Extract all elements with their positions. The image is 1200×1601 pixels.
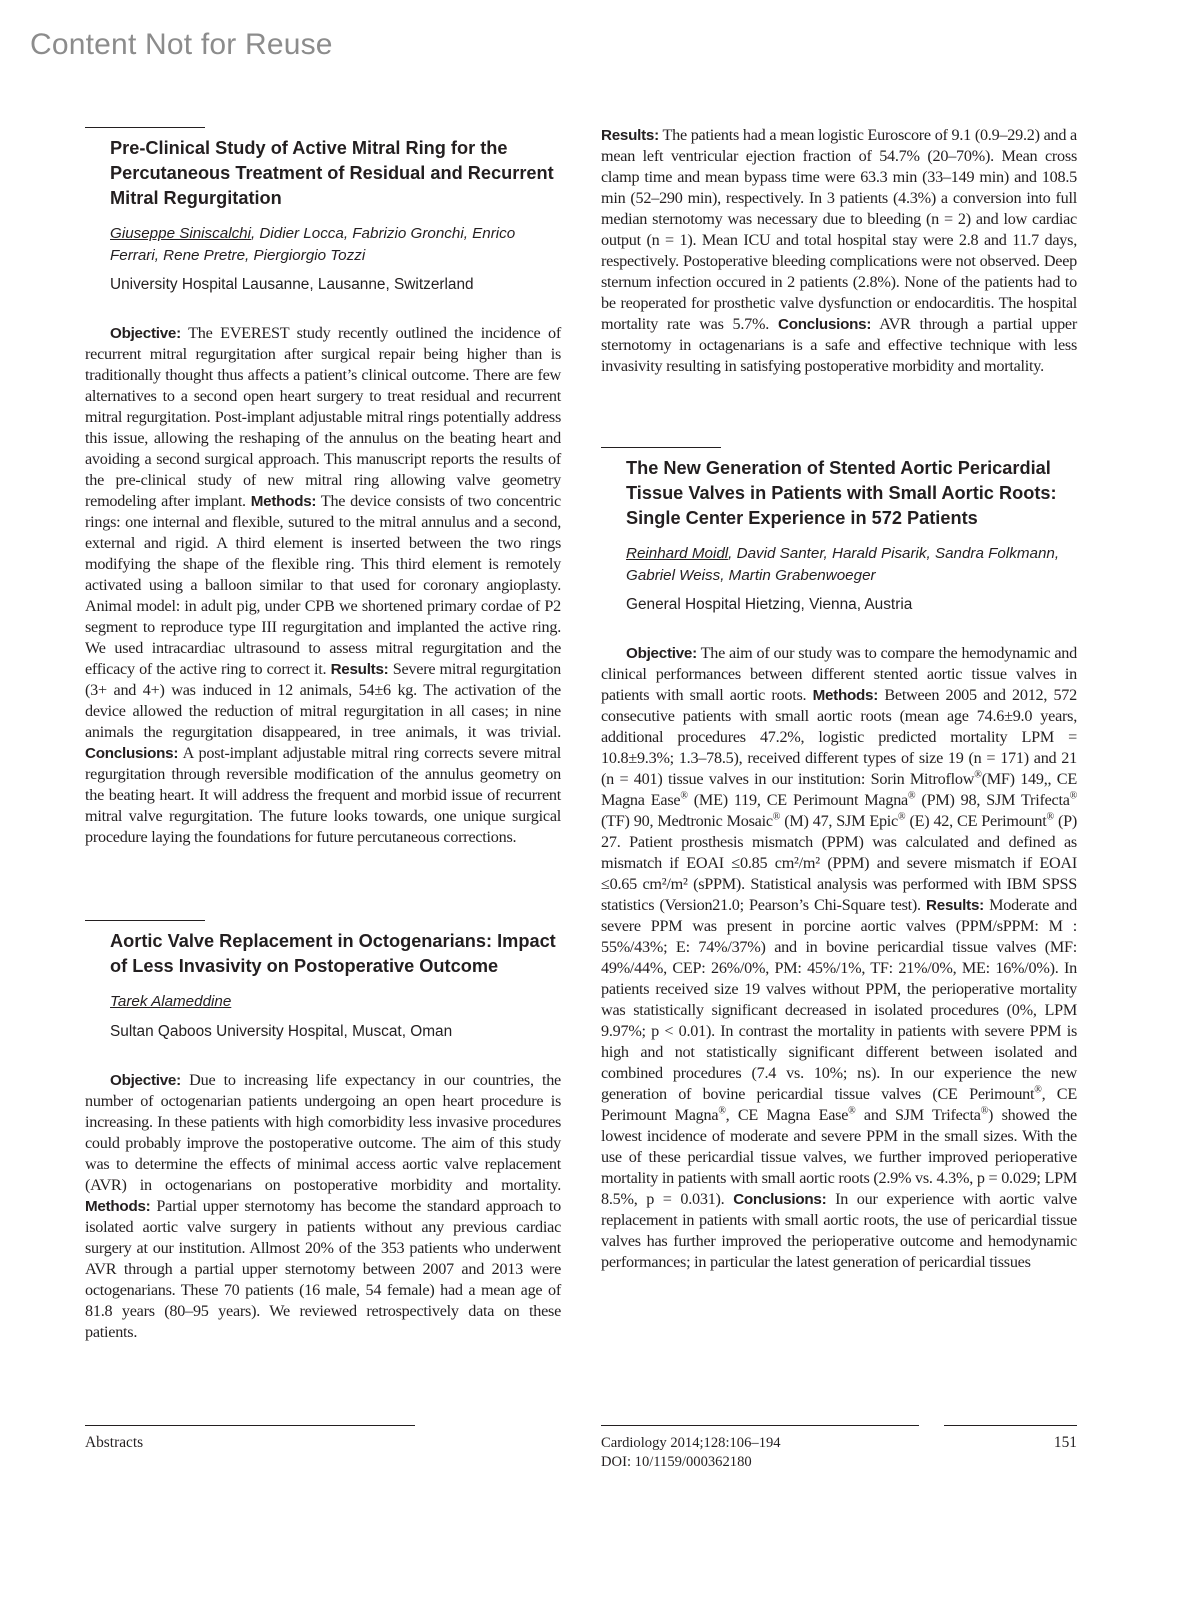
results-label: Results: — [330, 661, 389, 678]
conclusions-text: AVR through a partial upper sternotomy in octagenarians is a safe and effective technique with less invasivity resulting in satisfying postoperative morbidity and mortality. — [601, 315, 1077, 375]
methods-text: Partial upper sternotomy has become the standard approach to isolated aortic valve surgery in patients without any previous cardiac surgery at our institution. Allmost 20% of the 353 patients who underwent AVR through a partial upper sternotomy between 2007 and 2013 were octogenarians. These 70 patients (16 male, 54 female) had a mean age of 81.8 years (80–95 years). We reviewed retrospectively data on these patients. — [85, 1196, 561, 1341]
abstract-3-header — [601, 456, 1077, 615]
registered-mark: ® — [1034, 1084, 1042, 1096]
objective-label: Objective: — [626, 645, 697, 662]
author-list — [110, 991, 561, 1013]
results-text: ) showed the lowest incidence of moderate and severe PPM in the small sizes. With the use of these pericardial tissue valves, we further improved perioperative mortality in patients with small aortic roots (2.9% vs. 4.3%, p = 0.029; LPM 8.5%, p = 0.031). — [601, 1106, 1077, 1208]
abstract-body — [85, 1070, 561, 1343]
abstract-1-header — [85, 136, 561, 295]
registered-mark: ® — [974, 769, 982, 781]
left-column — [85, 127, 561, 1343]
objective-text: The aim of our study was to compare the hemodynamic and clinical performances between different stented aortic tissue valves in patients with small aortic roots. — [601, 644, 1077, 704]
registered-mark: ® — [718, 1105, 726, 1117]
methods-label: Methods: — [250, 493, 317, 510]
footer-rule — [85, 1425, 415, 1426]
results-text: Moderate and severe PPM was present in porcine aortic valves (PPM/sPPM: M : 55%/43%; E: 74%/37%) and in bovine pericardial tissue valves (MF: 49%/44%, CEP: 26%/0%, PM: 45%/1%, TF: 21%/0%, ME: 16%/0%). In patients received size 19 valves without PPM, the perioperative mortality was statistically significant decreased in isolated procedures (0%, LPM 9.97%; p < 0.01). In contrast the mortality in patients with severe PPM is high and not statistically significant different between isolated and combined procedures (7.4 vs. 10%; ns). In our experience the new generation of bovine pericardial tissue valves (CE Perimount — [601, 896, 1077, 1103]
author-list — [626, 543, 1077, 586]
conclusions-text: In our experience with aortic valve replacement in patients with small aortic roots, the use of pericardial tissue valves has further improved the perioperative outcome and hemodynamic performances; in particular the latest generation of pericardial tissues — [601, 1190, 1077, 1271]
presenting-author: Tarek Alameddine — [110, 993, 232, 1010]
methods-text: Between 2005 and 2012, 572 consecutive patients with small aortic roots (mean age 74.6±9.0 years, additional procedures 47.2%, logistic predicted mortality LPM = 10.8±9.3%; 1.3–78.5), received different types of size 19 (n = 171) and 21 (n = 401) tissue valves in our institution: Sorin Mitroflow — [601, 686, 1077, 788]
results-text: , CE Magna Ease — [725, 1106, 849, 1124]
objective-text: The EVEREST study recently outlined the incidence of recurrent mitral regurgitation after surgical repair being higher than is traditionally thought thus affects a patient’s clinical outcome. There are few alternatives to a second open heart surgery to treat residual and recurrent mitral regurgitation. Post-implant adjustable mitral rings potentially address this issue, allowing the reshaping of the annulus on the beating heart and avoiding a second surgical approach. This manuscript reports the results of the pre-clinical study of new mitral ring allowing valve geometry remodeling after implant. — [85, 324, 561, 510]
section-rule — [601, 447, 721, 448]
objective-text: Due to increasing life expectancy in our countries, the number of octogenarian patients undergoing an open heart procedure is increasing. In these patients with high comorbidity less invasive procedures could probably improve the postoperative outcome. The aim of this study was to determine the effects of minimal access aortic valve replacement (AVR) in octogenarians on postoperative morbidity and mortality. — [85, 1070, 561, 1194]
results-label: Results: — [601, 127, 659, 144]
registered-mark: ® — [907, 790, 916, 802]
registered-mark: ® — [980, 1105, 989, 1117]
methods-label: Methods: — [85, 1197, 151, 1215]
conclusions-text: A post-implant adjustable mitral ring corrects severe mitral regurgitation through reversible modification of the annulus geometry on the beating heart. It will address the frequent and morbid issue of recurrent mitral valve regurgitation. The future looks towards, one unique surgical procedure laying the foundations for future percutaneous corrections. — [85, 744, 561, 846]
footer-doi: DOI: 10/1159/000362180 — [601, 1454, 752, 1470]
objective-label: Objective: — [110, 1071, 181, 1089]
abstract-title: Pre-Clinical Study of Active Mitral Ring for the Percutaneous Treatment of Residual and Recurrent Mitral Regurgitation — [110, 138, 554, 208]
methods-text: (E) 42, CE Perimount — [905, 812, 1047, 830]
abstract-title: The New Generation of Stented Aortic Pericardial Tissue Valves in Patients with Small Aortic Roots: Single Center Experience in 572 Patients — [626, 458, 1057, 528]
results-text: , CE Perimount Magna — [601, 1085, 1077, 1124]
coauthors: , Didier Locca, Fabrizio Gronchi, Enrico Ferrari, Rene Pretre, Piergiorgio Tozzi — [110, 225, 516, 264]
registered-mark: ® — [772, 811, 781, 823]
methods-text: (MF) 149,, CE Magna Ease — [601, 770, 1077, 809]
page-number: 151 — [1053, 1434, 1077, 1451]
results-text: The patients had a mean logistic Euroscore of 9.1 (0.9–29.2) and a mean left ventricular ejection fraction of 54.7% (20–70%). Mean cross clamp time and mean bypass time were 63.3 min (33–149 min) and 108.5 min (52–290 min), respectively. In 3 patients (4.3%) a conversion into full median sternotomy was necessary due to bleeding (n = 2) and low cardiac output (n = 1). Mean ICU and total hospital stay were 2.8 and 11.7 days, respectively. Postoperative bleeding complications were not observed. Deep sternum infection occured in 2 patients (2.8%). None of the patients had to be reoperated for prosthetic valve dysfunction or endocarditis. The hospital mortality rate was 5.7%. — [601, 126, 1077, 333]
conclusions-label: Conclusions: — [777, 316, 872, 333]
abstract-body-continued — [601, 125, 1077, 377]
presenting-author: Reinhard Moidl — [626, 545, 729, 562]
right-column — [601, 127, 1077, 1273]
registered-mark: ® — [898, 811, 906, 823]
methods-text: (M) 47, SJM Epic — [780, 812, 898, 830]
watermark: Content Not for Reuse — [30, 28, 333, 61]
objective-label: Objective: — [110, 325, 181, 342]
methods-text: The device consists of two concentric rings: one internal and flexible, sutured to the mitral annulus and a second, external and rigid. A third element is inserted between the two rings modifying the shape of the flexible ring. This third element is remotely activated using a balloon similar to that used for coronary angioplasty. Animal model: in adult pig, under CPB we shortened primary cordae of P2 segment to reproduce type III regurgitation and implanted the active ring. We used intracardiac ultrasound to assess mitral regurgitation and the efficacy of the active ring to correct it. — [85, 492, 561, 678]
coauthors: , David Santer, Harald Pisarik, Sandra Folkmann, Gabriel Weiss, Martin Grabenwoeger — [626, 545, 1060, 584]
abstract-body — [85, 323, 561, 848]
registered-mark: ® — [848, 1105, 856, 1117]
methods-text: (P) 27. Patient prosthesis mismatch (PPM) was calculated and defined as mismatch if EOAI ≤0.85 cm²/m² (PPM) and severe mismatch if EOAI ≤0.65 cm²/m² (sPPM). Statistical analysis was performed with IBM SPSS statistics (Version21.0; Pearson’s Chi-Square test). — [601, 812, 1077, 914]
footer-rule — [944, 1425, 1077, 1426]
results-text: Severe mitral regurgitation (3+ and 4+) was induced in 12 animals, 54±6 kg. The activation of the device allowed the reduction of mitral regurgitation in all cases; in nine animals the regurgitation disappeared, in tree animals, it was trivial. — [85, 660, 561, 741]
section-rule — [85, 920, 205, 921]
presenting-author: Giuseppe Siniscalchi — [110, 225, 251, 242]
registered-mark: ® — [1069, 790, 1077, 802]
author-list — [110, 223, 561, 266]
affiliation: University Hospital Lausanne, Lausanne, Switzerland — [110, 276, 474, 293]
footer-rule — [601, 1425, 919, 1426]
methods-text: (ME) 119, CE Perimount Magna — [687, 791, 908, 809]
methods-text: (PM) 98, SJM Trifecta — [915, 791, 1070, 809]
results-label: Results: — [926, 897, 984, 914]
conclusions-label: Conclusions: — [733, 1191, 827, 1208]
abstract-body — [601, 643, 1077, 1273]
methods-label: Methods: — [812, 687, 879, 704]
results-text: and SJM Trifecta — [855, 1106, 981, 1124]
abstract-2-header — [85, 929, 561, 1042]
affiliation: General Hospital Hietzing, Vienna, Austria — [626, 596, 913, 613]
abstract-title: Aortic Valve Replacement in Octogenarians: Impact of Less Invasivity on Postoperative Outcome — [110, 931, 556, 976]
footer-section-label: Abstracts — [85, 1434, 144, 1451]
methods-text: (TF) 90, Medtronic Mosaic — [601, 812, 773, 830]
affiliation: Sultan Qaboos University Hospital, Muscat, Oman — [110, 1022, 453, 1040]
registered-mark: ® — [680, 790, 688, 802]
conclusions-label: Conclusions: — [85, 745, 179, 762]
registered-mark: ® — [1046, 811, 1054, 823]
footer-journal-citation: Cardiology 2014;128:106–194 — [601, 1435, 781, 1451]
section-rule — [85, 127, 205, 128]
